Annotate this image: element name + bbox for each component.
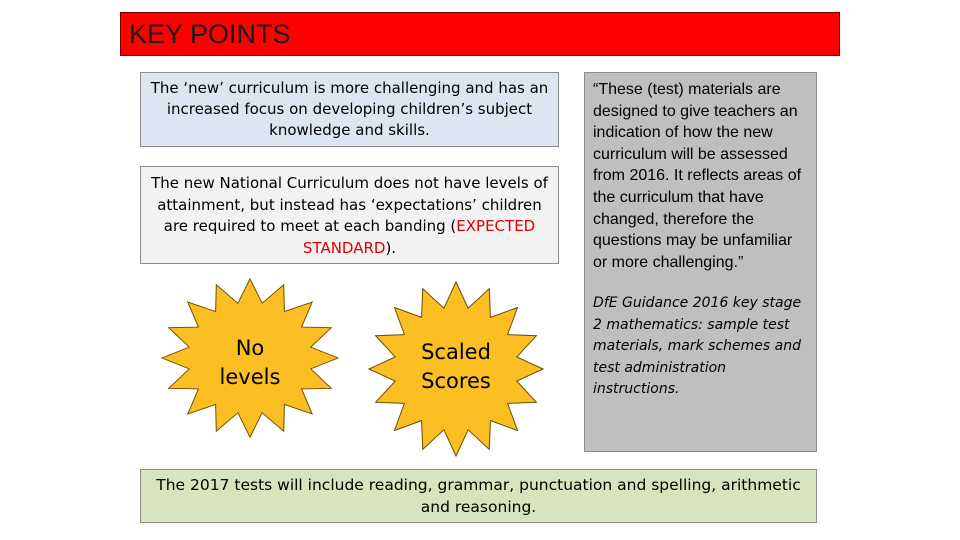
title-bar	[120, 12, 840, 56]
page-title: KEY POINTS	[129, 19, 291, 49]
no-levels-burst	[160, 278, 340, 438]
attainment-box	[140, 166, 559, 264]
dfe-quote-text: “These (test) materials are designed to give teachers an indication of how the new curriculum will be assessed from 2016. It reflects areas of the curriculum that have changed, therefore the questions may be unfamiliar or more challenging.”	[593, 81, 802, 271]
attainment-text-suffix: ).	[385, 238, 397, 257]
no-levels-label: No levels	[219, 336, 281, 389]
dfe-quote-source: DfE Guidance 2016 key stage 2 mathematics: sample test materials, mark schemes and test administration instructions.	[593, 295, 802, 398]
curriculum-focus-box	[140, 72, 559, 147]
scaled-scores-label: Scaled Scores	[421, 340, 491, 393]
tests-2017-box	[140, 469, 817, 523]
dfe-quote-box	[584, 72, 817, 452]
attainment-text-prefix: The new National Curriculum does not have levels of attainment, but instead has ‘expectations’ children are required to meet at each banding (	[151, 174, 548, 235]
curriculum-focus-text: The ‘new’ curriculum is more challenging and has an increased focus on developing children’s subject knowledge and skills.	[150, 79, 549, 139]
tests-2017-text: The 2017 tests will include reading, grammar, punctuation and spelling, arithmetic and reasoning.	[156, 476, 801, 516]
scaled-scores-burst	[368, 280, 544, 458]
expected-standard-highlight: EXPECTED STANDARD	[302, 217, 536, 257]
